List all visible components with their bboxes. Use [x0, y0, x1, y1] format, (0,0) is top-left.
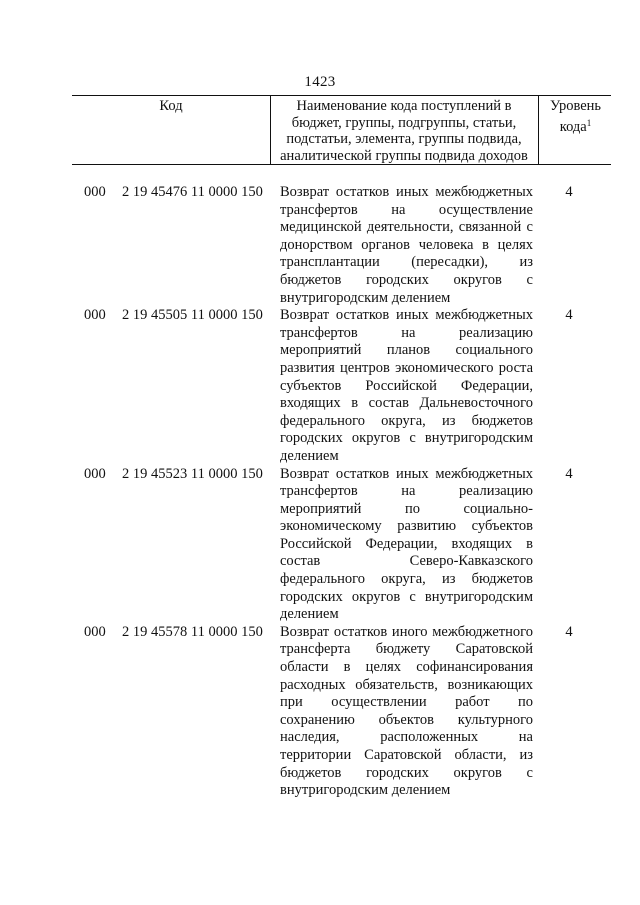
header-level-line — [540, 115, 611, 136]
row-prefix: 000 — [84, 184, 106, 200]
header-name-line: Наименование кода поступлений в — [296, 98, 512, 114]
row-level: 4 — [565, 307, 573, 324]
row-description: Возврат остатков иных межбюджетных трансфертов на реализацию мероприятий по социально-экономическому развитию субъектов Российской Федерации, входящих в состав Северо-Кавказского федерального округа, из бюджетов городских округов с внутригородским делением — [280, 465, 533, 623]
row-code: 2 19 45578 11 0000 150 — [122, 623, 263, 640]
header-code: Код — [159, 98, 183, 114]
page-number: 1423 — [304, 74, 336, 90]
table-header — [72, 95, 611, 165]
row-level: 4 — [565, 184, 573, 200]
row-code: 2 19 45523 11 0000 150 — [122, 465, 263, 482]
row-code: 2 19 45505 11 0000 150 — [122, 307, 263, 324]
header-name — [272, 98, 536, 164]
header-level-word: кода — [559, 118, 587, 135]
row-prefix: 000 — [84, 307, 106, 324]
row-code: 2 19 45476 11 0000 150 — [122, 184, 263, 200]
header-name-line: бюджет, группы, подгруппы, статьи, — [291, 114, 517, 131]
table-row — [84, 184, 614, 307]
row-description: Возврат остатков иного межбюджетного трансферта бюджету Саратовской области в целях софинансирования расходных обязательств, возникающих при осуществлении работ по сохранению объектов культурного наследия, расположенных на территории Саратовской области, из бюджетов городских округов с внутригородским делением — [280, 623, 533, 799]
header-level — [540, 98, 611, 135]
row-description: Возврат остатков иных межбюджетных трансфертов на реализацию мероприятий планов социального развития центров экономического роста субъектов Российской Федерации, входящих в состав Дальневосточного федерального округа, из бюджетов городских округов с внутригородским делением — [280, 307, 533, 464]
header-level-line: Уровень — [549, 98, 602, 114]
row-prefix: 000 — [84, 465, 106, 482]
header-name-line: аналитической группы подвида доходов — [280, 147, 528, 164]
table-row — [84, 624, 614, 800]
header-name-line: подстатьи, элемента, группы подвида, — [286, 131, 522, 147]
footnote-marker: 1 — [586, 117, 592, 128]
row-level: 4 — [565, 623, 573, 640]
header-divider — [538, 96, 539, 164]
row-description: Возврат остатков иных межбюджетных трансфертов на осуществление медицинской деятельности, связанной с донорством органов человека в целях трансплантации (пересадки), из бюджетов городских округов с внутригородским делением — [280, 184, 533, 306]
row-level: 4 — [565, 465, 573, 482]
header-divider — [270, 96, 271, 164]
table-row — [84, 307, 614, 465]
table-body — [84, 184, 614, 800]
table-row — [84, 466, 614, 624]
row-prefix: 000 — [84, 623, 106, 640]
